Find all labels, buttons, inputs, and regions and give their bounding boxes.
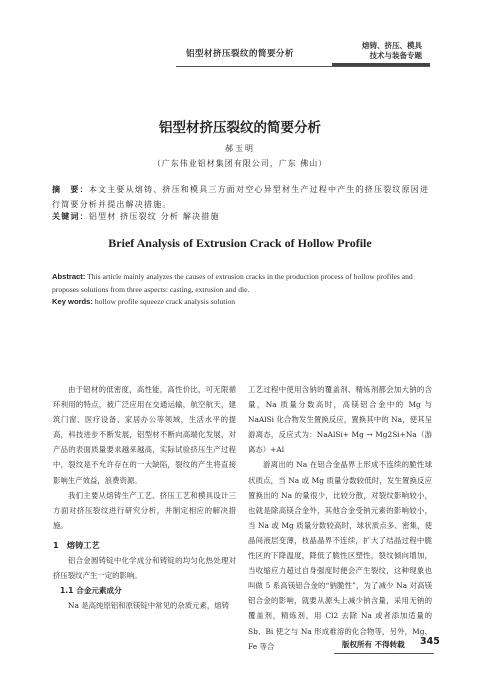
body-paragraph: Na 是高纯原铝和原镁锭中常见的杂质元素，熔铸 [68,601,230,611]
abstract-cn-label: 摘 要： [52,185,89,194]
abstract-en-label: Abstract: [52,272,86,281]
keywords-cn-text: 铝型材 挤压裂纹 分析 解决措施 [88,212,220,221]
journal-section-label [362,41,422,61]
keywords-en-label: Key words: [52,297,93,306]
body-paragraph: 铝合金圆铸锭中化学成分和铸锭的均匀化热处理对挤压裂纹产生一定的影响。 [53,556,236,581]
author-name: 郝玉明 [225,144,255,153]
abstract-cn-text: 本文主要从熔铸、挤压和模具三方面对空心异型材生产过程中产生的挤压裂纹原因进行简要分析并提出解决措施。 [52,185,430,209]
page-number: 345 [420,636,440,647]
footer-copyright: 版权所有 不得转载 [342,640,405,649]
body-paragraph: 我们主要从熔铸生产工艺、挤压工艺和模具设计三方面对挤压裂纹进行研究分析，并制定相应的解决措施。 [53,490,236,530]
keywords-cn-label: 关键词： [52,212,89,221]
section-heading-1: 1 熔铸工艺 [53,539,100,550]
keywords-en-text: hollow profile squeeze crack analysis solution [92,297,236,306]
abstract-en [52,270,432,296]
abstract-en-text: This article mainly analyzes the causes of extrusion cracks in the production process of hollow profiles and proposes solutions from three aspects: casting, extrusion and die. [52,272,413,294]
author-affiliation: （广东伟业铝材集团有限公司，广东 佛山） [152,159,328,168]
header-rule [176,66,430,67]
article-title-en: Brief Analysis of Extrusion Crack of Hollow Profile [108,236,372,250]
keywords-cn [52,211,432,222]
section-heading-1-1: 1.1 合金元素成分 [60,586,122,596]
body-column-left [53,382,236,613]
journal-line-1: 熔铸、挤压、模具 [362,41,422,50]
body-paragraph: 由于铝材的低密度，高性能，高性价比，可无限循环利用的特点，被广泛应用在交通运输，航空航天，建筑门窗、医疗设备、家居办公等领域，生活水平的提高，科技进步不断发展，铝型材不断向高端化发展，对产品的表面质量要求越来越高，实际试验挤压生产过程中，裂纹是不允许存在的一大缺陷，裂纹的产生将直接影响生产效益，浪费资源。 [53,385,236,485]
body-paragraph: 工艺过程中使用含钠的覆盖剂、精炼剂都会加大钠的含量，Na 质量分数高时，高镁铝合金中的 Mg 与 NaAlSi 化合物发生置换反应，置换其中的 Na，使其呈游离态，反应式为：NaAlSi+ Mg → Mg2Si+Na（游离态）+Al [248,385,432,455]
footer-rule [334,653,434,654]
body-paragraph: 游离出的 Na 在铝合金晶界上形成不连续的脆性球状质点，当 Na 或 Mg 质量分数较低时，发生置换反应置换出的 Na 的量很少，比较分散，对裂纹影响较小，也就是除高镁合金外，其他合金受钠元素的影响较小，当 Na 或 Mg 质量分数较高时，球状质点多、密集，使晶间液层变薄，枝晶晶界不连续，扩大了结晶过程中脆性区的下降温度，降低了脆性区塑性，裂纹倾向增加，当收缩应力超过自身强度时便会产生裂纹，这种现象也叫做 5 系高镁铝合金的“钠脆性”，为了减少 Na 对高镁铝合金的影响，就要从源头上减少钠含量，采用无钠的覆盖剂，精炼剂，用 Cl2 去除 Na 或者添加适量的 Sb、Bi 使之与 Na 形成难溶的化合物等，另外，Mg、Fe 等合 [248,460,432,651]
header-accent-bar [332,63,430,66]
running-title: 铝型材挤压裂纹的简要分析 [185,49,294,59]
body-column-right [248,382,432,654]
abstract-cn [52,182,432,212]
article-title-cn: 铝型材挤压裂纹的简要分析 [159,120,321,136]
keywords-en [52,297,432,306]
journal-line-2: 技术与装备专题 [369,51,422,60]
